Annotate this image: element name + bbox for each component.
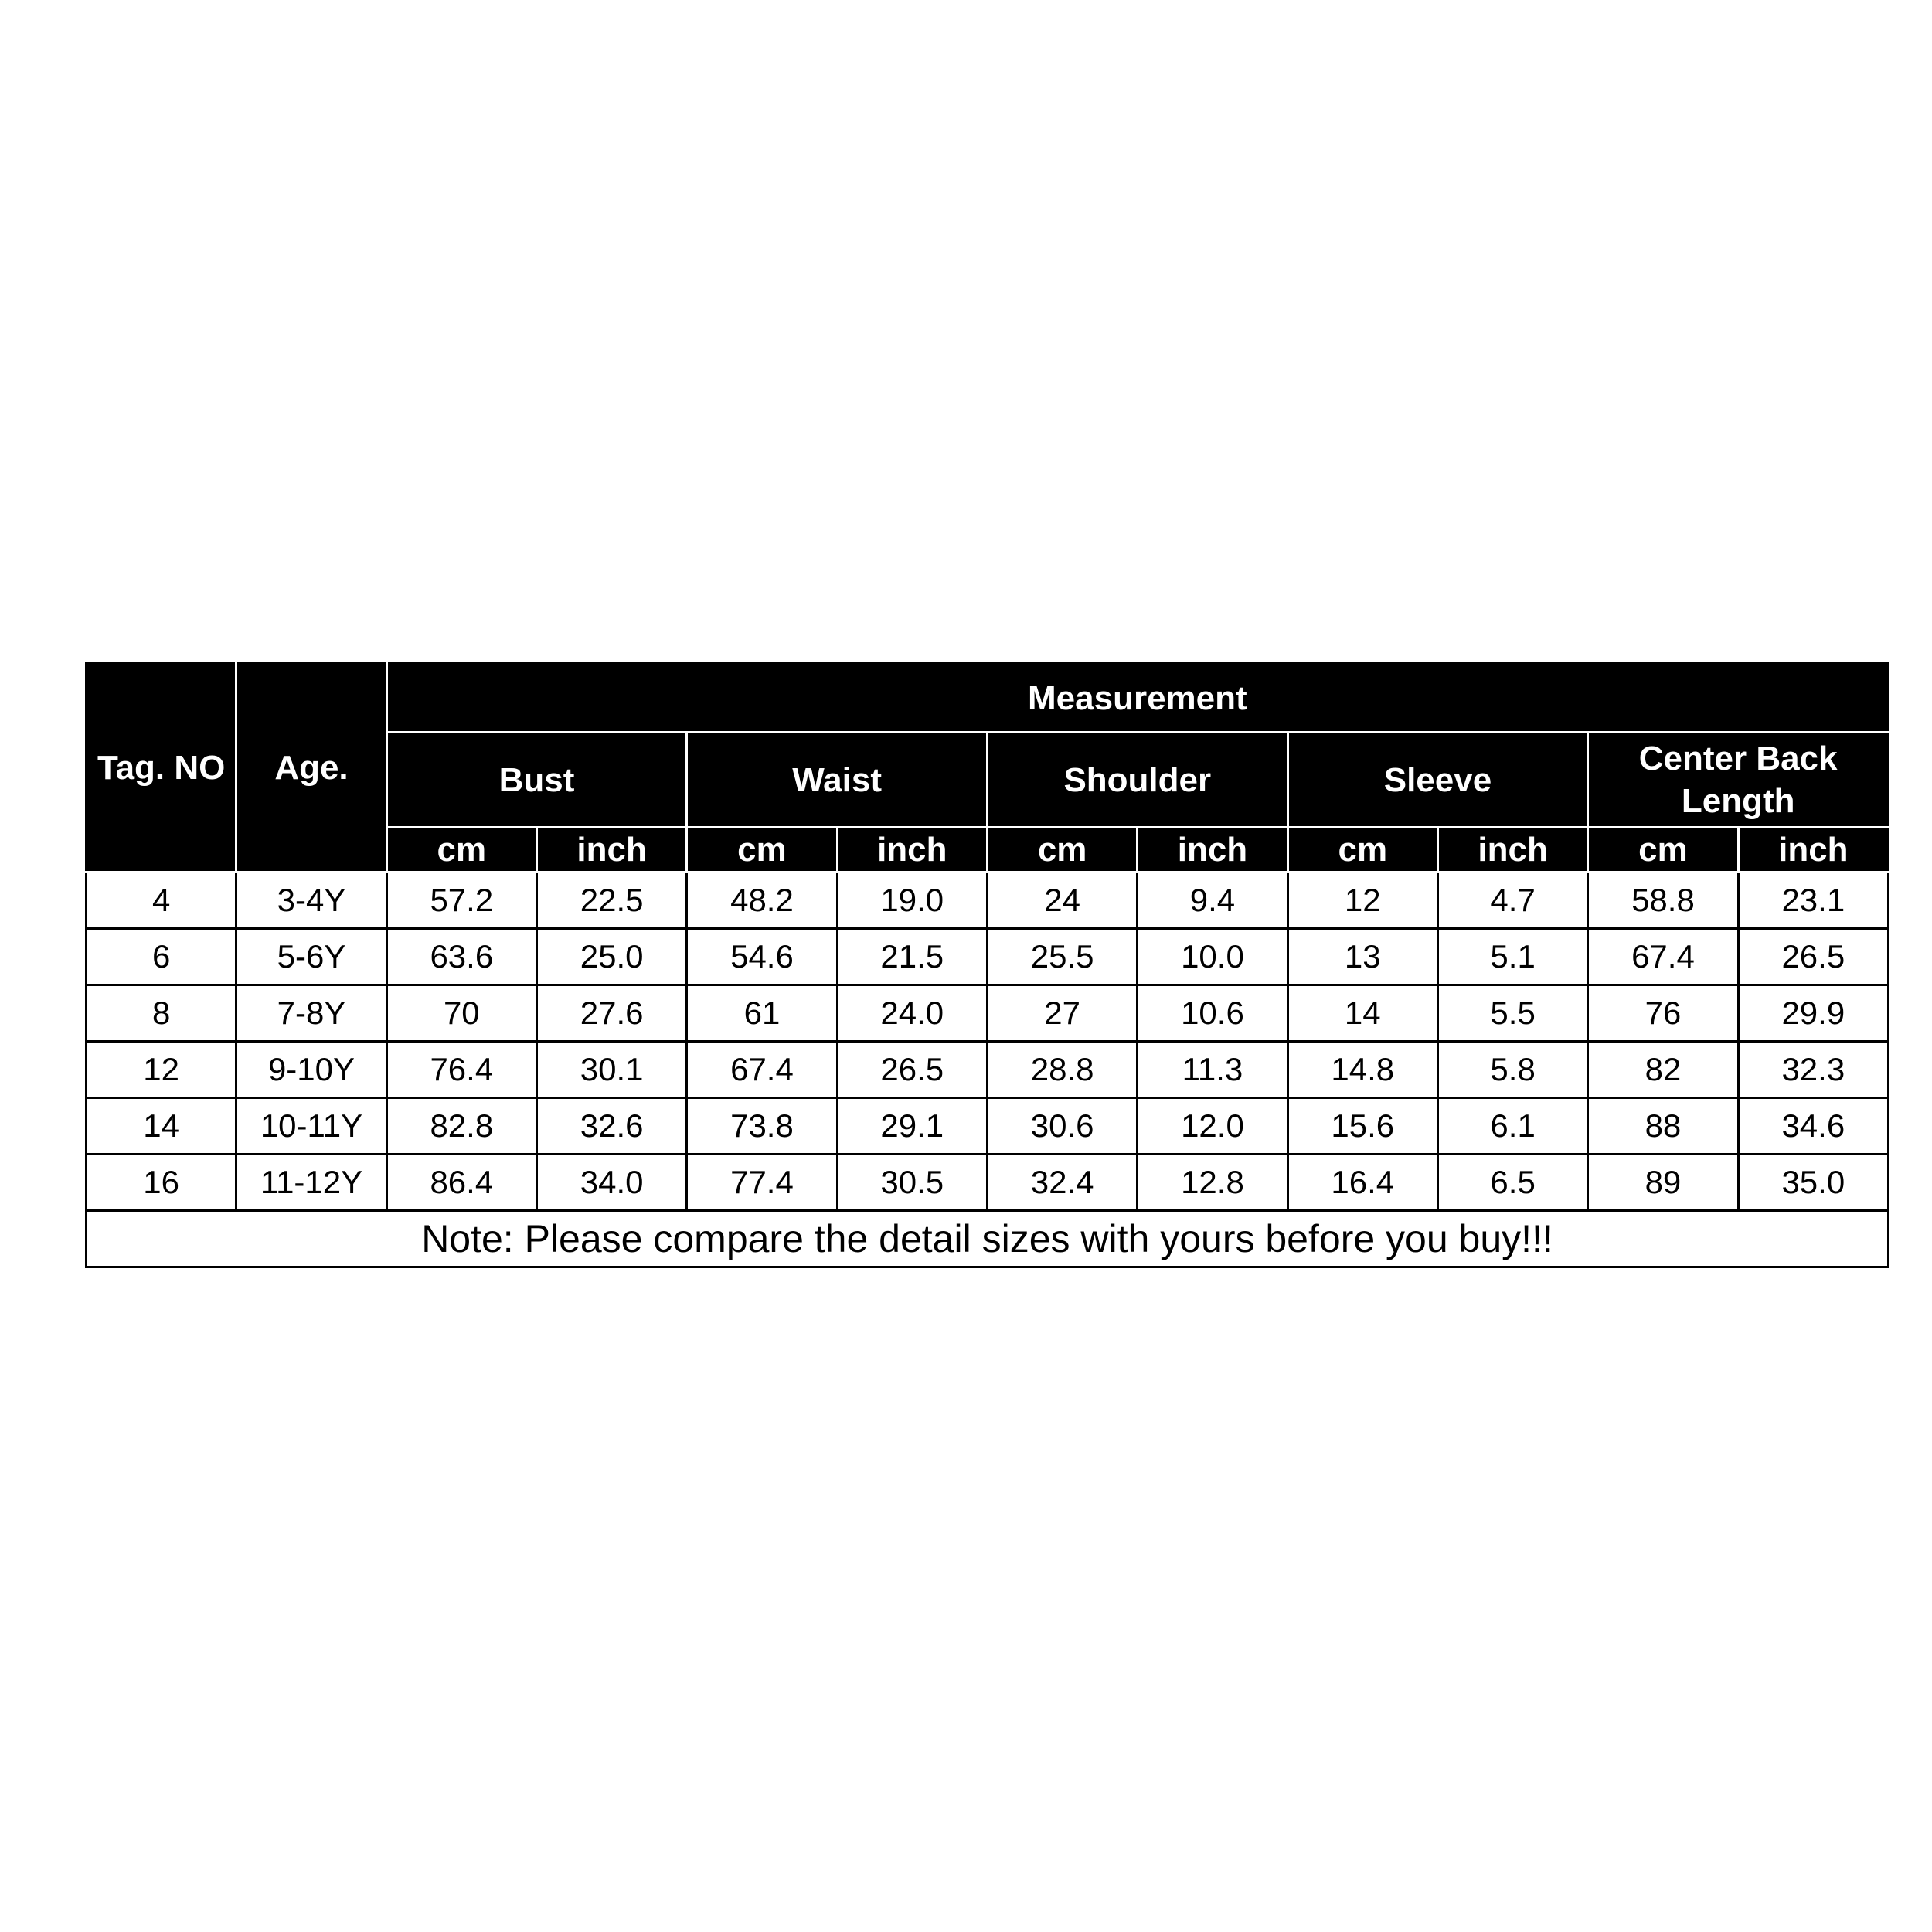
cell-cbl-cm: 76 (1588, 985, 1738, 1042)
cell-sleeve-inch: 5.1 (1437, 929, 1587, 985)
cell-shoulder-cm: 27 (987, 985, 1137, 1042)
cell-cbl-cm: 82 (1588, 1042, 1738, 1098)
header-age: Age. (236, 664, 386, 872)
cell-cbl-inch: 34.6 (1738, 1098, 1888, 1155)
header-shoulder: Shoulder (987, 733, 1287, 828)
header-tag-no: Tag. NO (87, 664, 236, 872)
cell-sleeve-cm: 13 (1287, 929, 1437, 985)
cell-cbl-cm: 58.8 (1588, 872, 1738, 929)
cell-shoulder-cm: 28.8 (987, 1042, 1137, 1098)
header-bust: Bust (386, 733, 687, 828)
cell-bust-cm: 86.4 (386, 1155, 536, 1211)
cell-shoulder-inch: 11.3 (1138, 1042, 1287, 1098)
cell-tag-no: 6 (87, 929, 236, 985)
header-row-measurement (87, 664, 1889, 733)
cell-sleeve-cm: 14 (1287, 985, 1437, 1042)
cell-waist-cm: 48.2 (687, 872, 837, 929)
unit-sleeve-cm: cm (1287, 828, 1437, 872)
cell-cbl-cm: 67.4 (1588, 929, 1738, 985)
cell-cbl-inch: 32.3 (1738, 1042, 1888, 1098)
cell-shoulder-inch: 12.0 (1138, 1098, 1287, 1155)
cell-bust-inch: 27.6 (536, 985, 686, 1042)
cell-cbl-inch: 23.1 (1738, 872, 1888, 929)
cell-shoulder-cm: 24 (987, 872, 1137, 929)
cell-tag-no: 16 (87, 1155, 236, 1211)
unit-waist-cm: cm (687, 828, 837, 872)
cell-age: 9-10Y (236, 1042, 386, 1098)
cell-waist-inch: 19.0 (837, 872, 987, 929)
cell-waist-cm: 73.8 (687, 1098, 837, 1155)
unit-bust-cm: cm (386, 828, 536, 872)
unit-shoulder-cm: cm (987, 828, 1137, 872)
unit-sleeve-inch: inch (1437, 828, 1587, 872)
cell-waist-inch: 21.5 (837, 929, 987, 985)
cell-tag-no: 8 (87, 985, 236, 1042)
size-chart-table (85, 662, 1889, 1268)
cell-shoulder-inch: 9.4 (1138, 872, 1287, 929)
cell-shoulder-cm: 25.5 (987, 929, 1137, 985)
cell-cbl-cm: 89 (1588, 1155, 1738, 1211)
unit-shoulder-inch: inch (1138, 828, 1287, 872)
cell-age: 5-6Y (236, 929, 386, 985)
cell-cbl-inch: 35.0 (1738, 1155, 1888, 1211)
cell-sleeve-inch: 5.5 (1437, 985, 1587, 1042)
cell-cbl-inch: 26.5 (1738, 929, 1888, 985)
cell-cbl-cm: 88 (1588, 1098, 1738, 1155)
table-row (87, 872, 1889, 929)
cell-bust-inch: 30.1 (536, 1042, 686, 1098)
cell-waist-cm: 67.4 (687, 1042, 837, 1098)
cell-tag-no: 12 (87, 1042, 236, 1098)
cell-waist-inch: 24.0 (837, 985, 987, 1042)
unit-cbl-cm: cm (1588, 828, 1738, 872)
unit-cbl-inch: inch (1738, 828, 1888, 872)
cell-sleeve-cm: 12 (1287, 872, 1437, 929)
cell-bust-cm: 70 (386, 985, 536, 1042)
table-row (87, 985, 1889, 1042)
cell-sleeve-inch: 4.7 (1437, 872, 1587, 929)
cell-waist-inch: 26.5 (837, 1042, 987, 1098)
header-center-back-length: Center Back Length (1588, 733, 1889, 828)
cell-shoulder-inch: 12.8 (1138, 1155, 1287, 1211)
cell-sleeve-inch: 5.8 (1437, 1042, 1587, 1098)
cell-shoulder-inch: 10.6 (1138, 985, 1287, 1042)
cell-age: 11-12Y (236, 1155, 386, 1211)
table-row (87, 929, 1889, 985)
unit-bust-inch: inch (536, 828, 686, 872)
cell-bust-cm: 76.4 (386, 1042, 536, 1098)
cell-waist-inch: 29.1 (837, 1098, 987, 1155)
cell-sleeve-inch: 6.1 (1437, 1098, 1587, 1155)
header-sleeve: Sleeve (1287, 733, 1588, 828)
cell-bust-inch: 32.6 (536, 1098, 686, 1155)
note-row (87, 1211, 1889, 1267)
cell-sleeve-cm: 16.4 (1287, 1155, 1437, 1211)
table-row (87, 1042, 1889, 1098)
unit-waist-inch: inch (837, 828, 987, 872)
cell-shoulder-cm: 32.4 (987, 1155, 1137, 1211)
cell-age: 3-4Y (236, 872, 386, 929)
cell-waist-inch: 30.5 (837, 1155, 987, 1211)
cell-waist-cm: 61 (687, 985, 837, 1042)
cell-cbl-inch: 29.9 (1738, 985, 1888, 1042)
cell-sleeve-cm: 14.8 (1287, 1042, 1437, 1098)
cell-bust-cm: 57.2 (386, 872, 536, 929)
cell-bust-cm: 63.6 (386, 929, 536, 985)
cell-age: 10-11Y (236, 1098, 386, 1155)
table-row (87, 1155, 1889, 1211)
cell-bust-inch: 25.0 (536, 929, 686, 985)
cell-sleeve-cm: 15.6 (1287, 1098, 1437, 1155)
cell-shoulder-inch: 10.0 (1138, 929, 1287, 985)
cell-age: 7-8Y (236, 985, 386, 1042)
cell-tag-no: 14 (87, 1098, 236, 1155)
cell-bust-cm: 82.8 (386, 1098, 536, 1155)
cell-tag-no: 4 (87, 872, 236, 929)
cell-waist-cm: 77.4 (687, 1155, 837, 1211)
cell-sleeve-inch: 6.5 (1437, 1155, 1587, 1211)
cell-bust-inch: 34.0 (536, 1155, 686, 1211)
size-note: Note: Please compare the detail sizes with yours before you buy!!! (87, 1211, 1889, 1267)
header-waist: Waist (687, 733, 988, 828)
header-measurement: Measurement (386, 664, 1888, 733)
cell-bust-inch: 22.5 (536, 872, 686, 929)
cell-shoulder-cm: 30.6 (987, 1098, 1137, 1155)
cell-waist-cm: 54.6 (687, 929, 837, 985)
table-row (87, 1098, 1889, 1155)
